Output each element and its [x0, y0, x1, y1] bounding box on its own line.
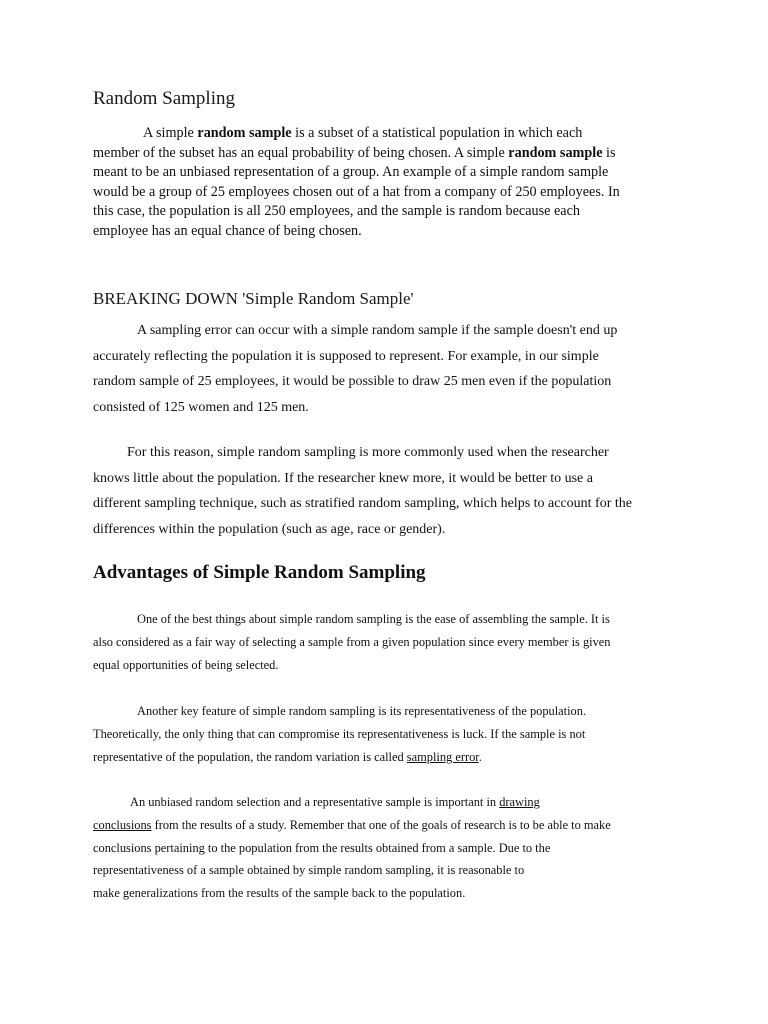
- text-line: meant to be an unbiased representation of a group. An example of a simple random sample: [93, 164, 609, 180]
- text-run: from the results of a study. Remember that one of the goals of research is to be able to make: [151, 817, 611, 832]
- heading-advantages: Advantages of Simple Random Sampling: [93, 562, 426, 583]
- text-line: For this reason, simple random sampling is more commonly used when the researcher: [127, 445, 609, 460]
- drawing-conclusions-link[interactable]: conclusions: [93, 817, 152, 832]
- paragraph-random-sample-definition: [93, 124, 673, 241]
- text-run: is a subset of a statistical population in which each: [291, 125, 583, 141]
- paragraph-ease-of-assembling: [93, 608, 673, 676]
- text-line: knows little about the population. If the researcher knew more, it would be better to use a: [93, 470, 593, 486]
- paragraph-unbiased-selection: [93, 791, 673, 905]
- text-run: member of the subset has an equal probability of being chosen. A simple: [93, 144, 509, 161]
- text-line: [93, 144, 673, 164]
- text-line: [93, 814, 673, 837]
- text-line: accurately reflecting the population it is supposed to represent. For example, in our simple: [93, 348, 599, 364]
- text-line: conclusions pertaining to the population from the results obtained from a sample. Due to the: [93, 840, 551, 855]
- text-line: Another key feature of simple random sampling is its representativeness of the population.: [137, 704, 587, 718]
- text-run: A simple: [143, 125, 198, 141]
- text-line: would be a group of 25 employees chosen out of a hat from a company of 250 employees. In: [93, 183, 620, 200]
- text-run: .: [478, 749, 482, 764]
- text-line: Theoretically, the only thing that can compromise its representativeness is luck. If the sample is not: [93, 726, 586, 741]
- bold-term: random sample: [197, 125, 292, 141]
- text-line: A sampling error can occur with a simple random sample if the sample doesn't end up: [137, 323, 618, 338]
- drawing-conclusions-link[interactable]: drawing: [499, 795, 540, 809]
- text-line: also considered as a fair way of selecting a sample from a given population since every member is given: [93, 634, 611, 649]
- text-run: An unbiased random selection and a representative sample is important in: [130, 795, 500, 809]
- text-line: random sample of 25 employees, it would be possible to draw 25 men even if the population: [93, 374, 612, 389]
- text-line: different sampling technique, such as stratified random sampling, which helps to account for the: [93, 496, 632, 511]
- text-line: One of the best things about simple random sampling is the ease of assembling the sample. It is: [137, 612, 610, 626]
- text-run: representative of the population, the random variation is called: [93, 749, 407, 764]
- text-line: [93, 124, 673, 144]
- text-line: differences within the population (such as age, race or gender).: [93, 521, 446, 537]
- paragraph-sampling-error: [93, 318, 673, 420]
- text-run: is: [602, 144, 616, 161]
- sampling-error-link[interactable]: sampling error: [406, 749, 479, 764]
- text-line: [93, 791, 673, 814]
- text-line: equal opportunities of being selected.: [93, 657, 279, 672]
- text-line: this case, the population is all 250 employees, and the sample is random because each: [93, 203, 580, 219]
- bold-term: random sample: [508, 144, 603, 161]
- text-line: consisted of 125 women and 125 men.: [93, 399, 309, 415]
- text-line: representativeness of a sample obtained by simple random sampling, it is reasonable to: [93, 863, 525, 878]
- heading-random-sampling: Random Sampling: [93, 88, 235, 109]
- text-line: employee has an equal chance of being chosen.: [93, 222, 362, 239]
- heading-breaking-down: BREAKING DOWN 'Simple Random Sample': [93, 289, 414, 308]
- paragraph-representativeness: [93, 700, 673, 768]
- text-line: make generalizations from the results of the sample back to the population.: [93, 886, 466, 901]
- text-line: [93, 746, 673, 769]
- paragraph-for-this-reason: [93, 440, 673, 542]
